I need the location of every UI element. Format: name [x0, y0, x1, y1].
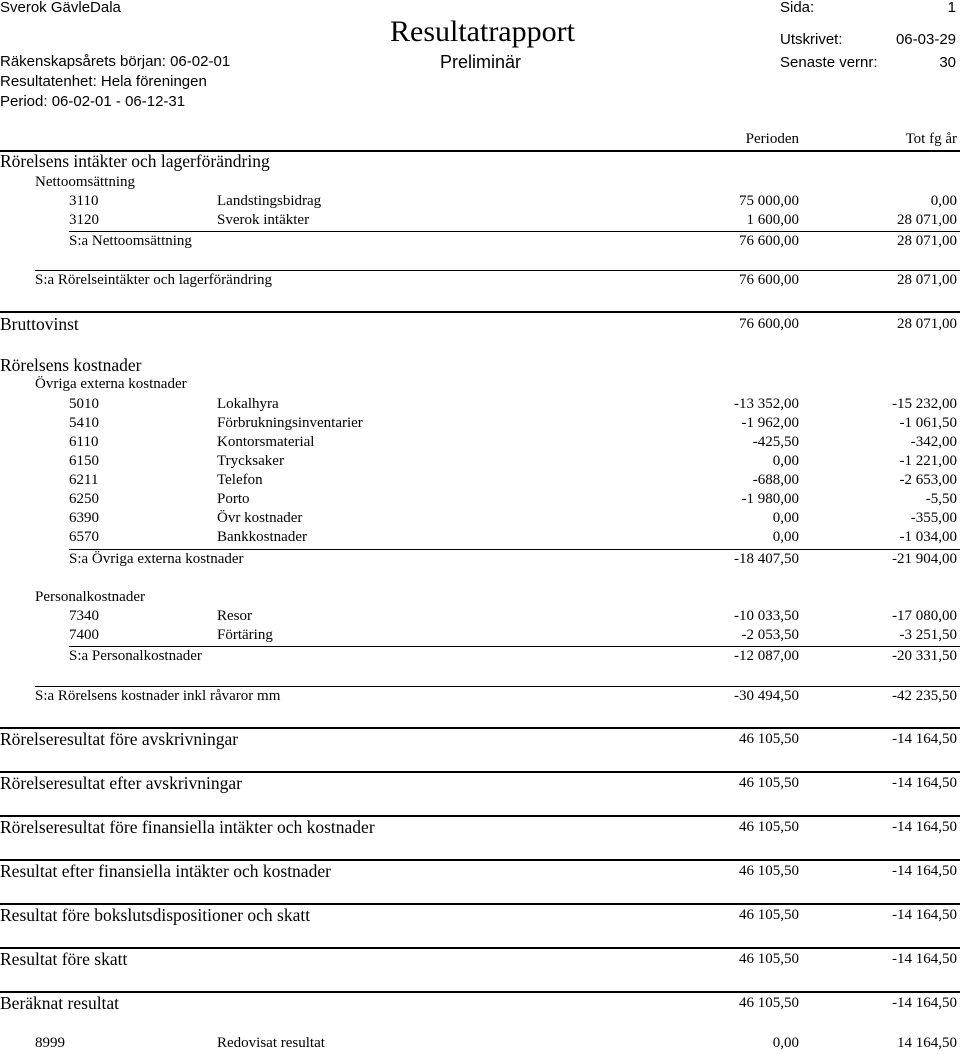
subtotal-rule	[35, 686, 960, 687]
fiscal-year-start: Räkenskapsårets början: 06-02-01	[0, 53, 231, 70]
period-amount: 46 105,50	[739, 775, 799, 791]
account-name: Resor	[217, 608, 252, 624]
printed-label: Utskrivet:	[780, 31, 843, 48]
total-rule	[0, 947, 960, 949]
account-number: 8999	[35, 1035, 65, 1051]
account-name: Telefon	[217, 472, 263, 488]
total-label: Rörelseresultat efter avskrivningar	[0, 773, 242, 793]
total-rule	[0, 991, 960, 993]
period-amount: 76 600,00	[739, 233, 799, 249]
account-number: 6390	[69, 510, 99, 526]
period-amount: -425,50	[752, 434, 799, 450]
account-name: Sverok intäkter	[217, 212, 310, 228]
period-amount: 1 600,00	[746, 212, 799, 228]
account-number: 6570	[69, 529, 99, 545]
voucher-number: 30	[939, 54, 956, 71]
result-unit: Resultatenhet: Hela föreningen	[0, 73, 207, 90]
report-period: Period: 06-02-01 - 06-12-31	[0, 93, 186, 110]
period-amount: 46 105,50	[739, 995, 799, 1011]
account-number: 3120	[69, 212, 99, 228]
account-name: Trycksaker	[217, 453, 284, 469]
prev-year-amount: -14 164,50	[892, 907, 957, 923]
total-label: Rörelseresultat före finansiella intäkter och kostnader	[0, 817, 375, 837]
period-amount: -1 980,00	[741, 491, 799, 507]
prev-year-amount: -2 653,00	[899, 472, 957, 488]
report-subtitle: Preliminär	[440, 52, 522, 72]
account-number: 7340	[69, 608, 99, 624]
costs-section-title: Rörelsens kostnader	[0, 355, 142, 375]
prev-year-amount: -1 061,50	[899, 415, 957, 431]
prev-year-amount: -14 164,50	[892, 863, 957, 879]
prev-year-amount: -5,50	[925, 491, 957, 507]
page-number: 1	[947, 0, 956, 16]
account-number: 6150	[69, 453, 99, 469]
prev-year-amount: -14 164,50	[892, 995, 957, 1011]
period-amount: 0,00	[772, 510, 799, 526]
prev-year-amount: -21 904,00	[892, 551, 957, 567]
account-name: Lokalhyra	[217, 396, 279, 412]
costs-group-title: Övriga externa kostnader	[35, 376, 187, 392]
account-name: Förbrukningsinventarier	[217, 415, 363, 431]
page-label: Sida:	[780, 0, 815, 16]
period-amount: -688,00	[752, 472, 799, 488]
period-amount: 75 000,00	[739, 193, 799, 209]
column-header-prev-year: Tot fg år	[905, 131, 957, 147]
period-amount: -2 053,50	[741, 627, 799, 643]
subtotal-label: S:a Nettoomsättning	[69, 233, 192, 249]
period-amount: 46 105,50	[739, 819, 799, 835]
period-amount: 0,00	[772, 453, 799, 469]
period-amount: 0,00	[772, 1035, 799, 1051]
period-amount: -30 494,50	[734, 688, 799, 704]
prev-year-amount: 0,00	[930, 193, 957, 209]
subtotal-rule	[69, 549, 960, 550]
period-amount: -1 962,00	[741, 415, 799, 431]
prev-year-amount: -20 331,50	[892, 648, 957, 664]
account-number: 3110	[69, 193, 99, 209]
account-number: 5010	[69, 396, 99, 412]
prev-year-amount: -1 221,00	[899, 453, 957, 469]
income-group-title: Nettoomsättning	[35, 174, 135, 190]
prev-year-amount: 28 071,00	[897, 233, 957, 249]
prev-year-amount: -15 232,00	[892, 396, 957, 412]
prev-year-amount: -1 034,00	[899, 529, 957, 545]
org-name: Sverok GävleDala	[0, 0, 121, 16]
account-name: Redovisat resultat	[217, 1035, 325, 1051]
subtotal-label: S:a Rörelsens kostnader inkl råvaror mm	[35, 688, 281, 704]
period-amount: 76 600,00	[739, 316, 799, 332]
account-number: 5410	[69, 415, 99, 431]
prev-year-amount: 28 071,00	[897, 212, 957, 228]
total-label: Rörelseresultat före avskrivningar	[0, 729, 239, 749]
voucher-label: Senaste vernr:	[780, 54, 878, 71]
account-name: Förtäring	[217, 627, 273, 643]
prev-year-amount: -355,00	[910, 510, 957, 526]
account-number: 6110	[69, 434, 99, 450]
period-amount: 46 105,50	[739, 731, 799, 747]
total-label: Beräknat resultat	[0, 993, 120, 1013]
period-amount: 46 105,50	[739, 863, 799, 879]
printed-date: 06-03-29	[895, 31, 956, 48]
account-number: 6211	[69, 472, 99, 488]
account-name: Kontorsmaterial	[217, 434, 315, 450]
prev-year-amount: 28 071,00	[897, 272, 957, 288]
total-rule	[0, 311, 960, 313]
total-label: Resultat efter finansiella intäkter och kostnader	[0, 861, 331, 881]
prev-year-amount: -14 164,50	[892, 775, 957, 791]
account-number: 7400	[69, 627, 99, 643]
subtotal-rule	[69, 231, 960, 232]
prev-year-amount: -342,00	[910, 434, 957, 450]
period-amount: -18 407,50	[734, 551, 799, 567]
prev-year-amount: 14 164,50	[897, 1035, 957, 1051]
prev-year-amount: -14 164,50	[892, 819, 957, 835]
subtotal-label: S:a Övriga externa kostnader	[69, 551, 244, 567]
total-label: Resultat före skatt	[0, 949, 128, 969]
period-amount: 0,00	[772, 529, 799, 545]
account-name: Porto	[217, 491, 250, 507]
prev-year-amount: -17 080,00	[892, 608, 957, 624]
report-title: Resultatrapport	[390, 15, 575, 48]
income-section-title: Rörelsens intäkter och lagerförändring	[0, 151, 270, 171]
account-number: 6250	[69, 491, 99, 507]
subtotal-label: S:a Rörelseintäkter och lagerförändring	[35, 272, 272, 288]
account-name: Landstingsbidrag	[217, 193, 322, 209]
prev-year-amount: -42 235,50	[892, 688, 957, 704]
column-header-period: Perioden	[745, 131, 799, 147]
period-amount: -10 033,50	[734, 608, 799, 624]
period-amount: 76 600,00	[739, 272, 799, 288]
period-amount: 46 105,50	[739, 907, 799, 923]
total-label: Resultat före bokslutsdispositioner och skatt	[0, 905, 311, 925]
total-label: Bruttovinst	[0, 314, 79, 334]
subtotal-rule	[35, 270, 960, 271]
costs-group-title: Personalkostnader	[35, 589, 145, 605]
subtotal-rule	[69, 646, 960, 647]
prev-year-amount: 28 071,00	[897, 316, 957, 332]
period-amount: -12 087,00	[734, 648, 799, 664]
prev-year-amount: -14 164,50	[892, 731, 957, 747]
subtotal-label: S:a Personalkostnader	[69, 648, 202, 664]
prev-year-amount: -3 251,50	[899, 627, 957, 643]
period-amount: -13 352,00	[734, 396, 799, 412]
period-amount: 46 105,50	[739, 951, 799, 967]
account-name: Övr kostnader	[217, 510, 303, 526]
prev-year-amount: -14 164,50	[892, 951, 957, 967]
account-name: Bankkostnader	[217, 529, 307, 545]
